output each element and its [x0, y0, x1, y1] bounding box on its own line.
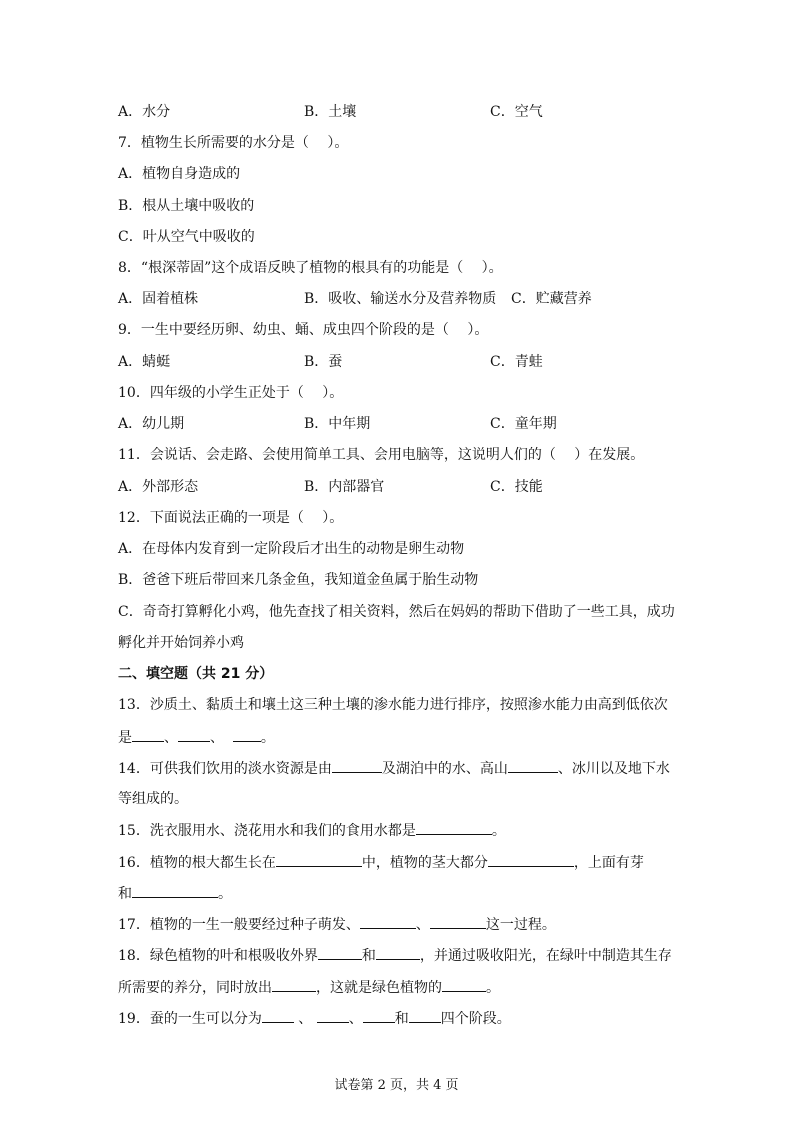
q9-option-b: B．蚕 — [304, 354, 343, 370]
q11-stem: 11．会说话、会走路、会使用简单工具、会用电脑等，这说明人们的（ ）在发展。 — [118, 447, 645, 463]
fill-blank[interactable] — [178, 727, 210, 742]
fill-blank[interactable] — [416, 820, 492, 835]
fill-blank[interactable] — [363, 1008, 395, 1023]
q15-line: 15．洗衣服用水、浇花用水和我们的食用水都是 。 — [118, 820, 681, 841]
q7-option-c: C．叶从空气中吸收的 — [118, 229, 255, 245]
q16-line-2: 和 。 — [118, 883, 681, 904]
q12-stem: 12．下面说法正确的一项是（ ）。 — [118, 510, 344, 526]
q8-option-a: A．固着植株 — [118, 291, 199, 307]
q11-option-b: B．内部器官 — [304, 479, 385, 495]
q12-option-c: C．奇奇打算孵化小鸡，他先查找了相关资料，然后在妈妈的帮助下借助了一些工具，成功 — [118, 604, 675, 620]
q9-stem: 9．一生中要经历卵、幼虫、蛹、成虫四个阶段的是（ ）。 — [118, 322, 489, 338]
q11-option-a: A．外部形态 — [118, 479, 199, 495]
q12-option-b: B．爸爸下班后带回来几条金鱼，我知道金鱼属于胎生动物 — [118, 572, 479, 588]
q9-option-c: C．青蛙 — [490, 354, 543, 370]
q7-stem: 7．植物生长所需要的水分是（ ）。 — [118, 135, 349, 151]
fill-blank[interactable] — [276, 852, 362, 867]
section-title: 二、填空题（共 21 分） — [118, 666, 274, 682]
fill-blank[interactable] — [317, 1008, 349, 1023]
q19-line: 19．蚕的一生可以分为 、 、 和 四个阶段。 — [118, 1008, 681, 1029]
fill-blank[interactable] — [488, 852, 574, 867]
fill-blank[interactable] — [409, 1008, 441, 1023]
q9-option-a: A．蜻蜓 — [118, 354, 171, 370]
q8-stem: 8．“根深蒂固”这个成语反映了植物的根具有的功能是（ ）。 — [118, 260, 503, 276]
fill-blank[interactable] — [132, 883, 218, 898]
q6-option-c: C．空气 — [490, 104, 543, 120]
fill-blank[interactable] — [376, 945, 420, 960]
q14-line-2: 等组成的。 — [118, 791, 188, 807]
fill-blank[interactable] — [442, 977, 486, 992]
q6-option-a: A．水分 — [118, 104, 171, 120]
fill-blank[interactable] — [272, 977, 316, 992]
q13-stem: 13．沙质土、黏质土和壤土这三种土壤的渗水能力进行排序，按照渗水能力由高到低依次 — [118, 697, 668, 713]
q12-option-c-cont: 孵化并开始饲养小鸡 — [118, 635, 244, 651]
q10-option-a: A．幼儿期 — [118, 416, 185, 432]
q6-option-b: B．土壤 — [304, 104, 357, 120]
q18-line-2: 所需要的养分，同时放出 ，这就是绿色植物的 。 — [118, 977, 681, 998]
fill-blank[interactable] — [132, 727, 164, 742]
q12-option-a: A．在母体内发育到一定阶段后才出生的动物是卵生动物 — [118, 541, 465, 557]
fill-blank[interactable] — [233, 727, 261, 742]
fill-blank[interactable] — [360, 914, 416, 929]
q13-blanks-line: 是 、 、 。 — [118, 727, 681, 748]
fill-blank[interactable] — [508, 758, 558, 773]
q10-stem: 10．四年级的小学生正处于（ ）。 — [118, 385, 344, 401]
q10-option-c: C．童年期 — [490, 416, 557, 432]
q7-option-b: B．根从土壤中吸收的 — [118, 198, 255, 214]
q10-option-b: B．中年期 — [304, 416, 371, 432]
q8-option-b: B．吸收、输送水分及营养物质 — [304, 291, 497, 307]
fill-blank[interactable] — [332, 758, 382, 773]
q7-option-a: A．植物自身造成的 — [118, 166, 241, 182]
q8-option-c: C．贮藏营养 — [511, 291, 592, 307]
fill-blank[interactable] — [430, 914, 486, 929]
fill-blank[interactable] — [262, 1008, 294, 1023]
q17-line: 17．植物的一生一般要经过种子萌发、 、 这一过程。 — [118, 914, 681, 935]
q14-line: 14．可供我们饮用的淡水资源是由 及湖泊中的水、高山 、冰川以及地下水 — [118, 758, 681, 779]
q16-line: 16．植物的根大都生长在 中，植物的茎大都分 ，上面有芽 — [118, 852, 681, 873]
fill-blank[interactable] — [318, 945, 362, 960]
q11-option-c: C．技能 — [490, 479, 543, 495]
q18-line: 18．绿色植物的叶和根吸收外界 和 ，并通过吸收阳光，在绿叶中制造其生存 — [118, 945, 681, 966]
page-footer: 试卷第 2 页，共 4 页 — [334, 1078, 459, 1093]
